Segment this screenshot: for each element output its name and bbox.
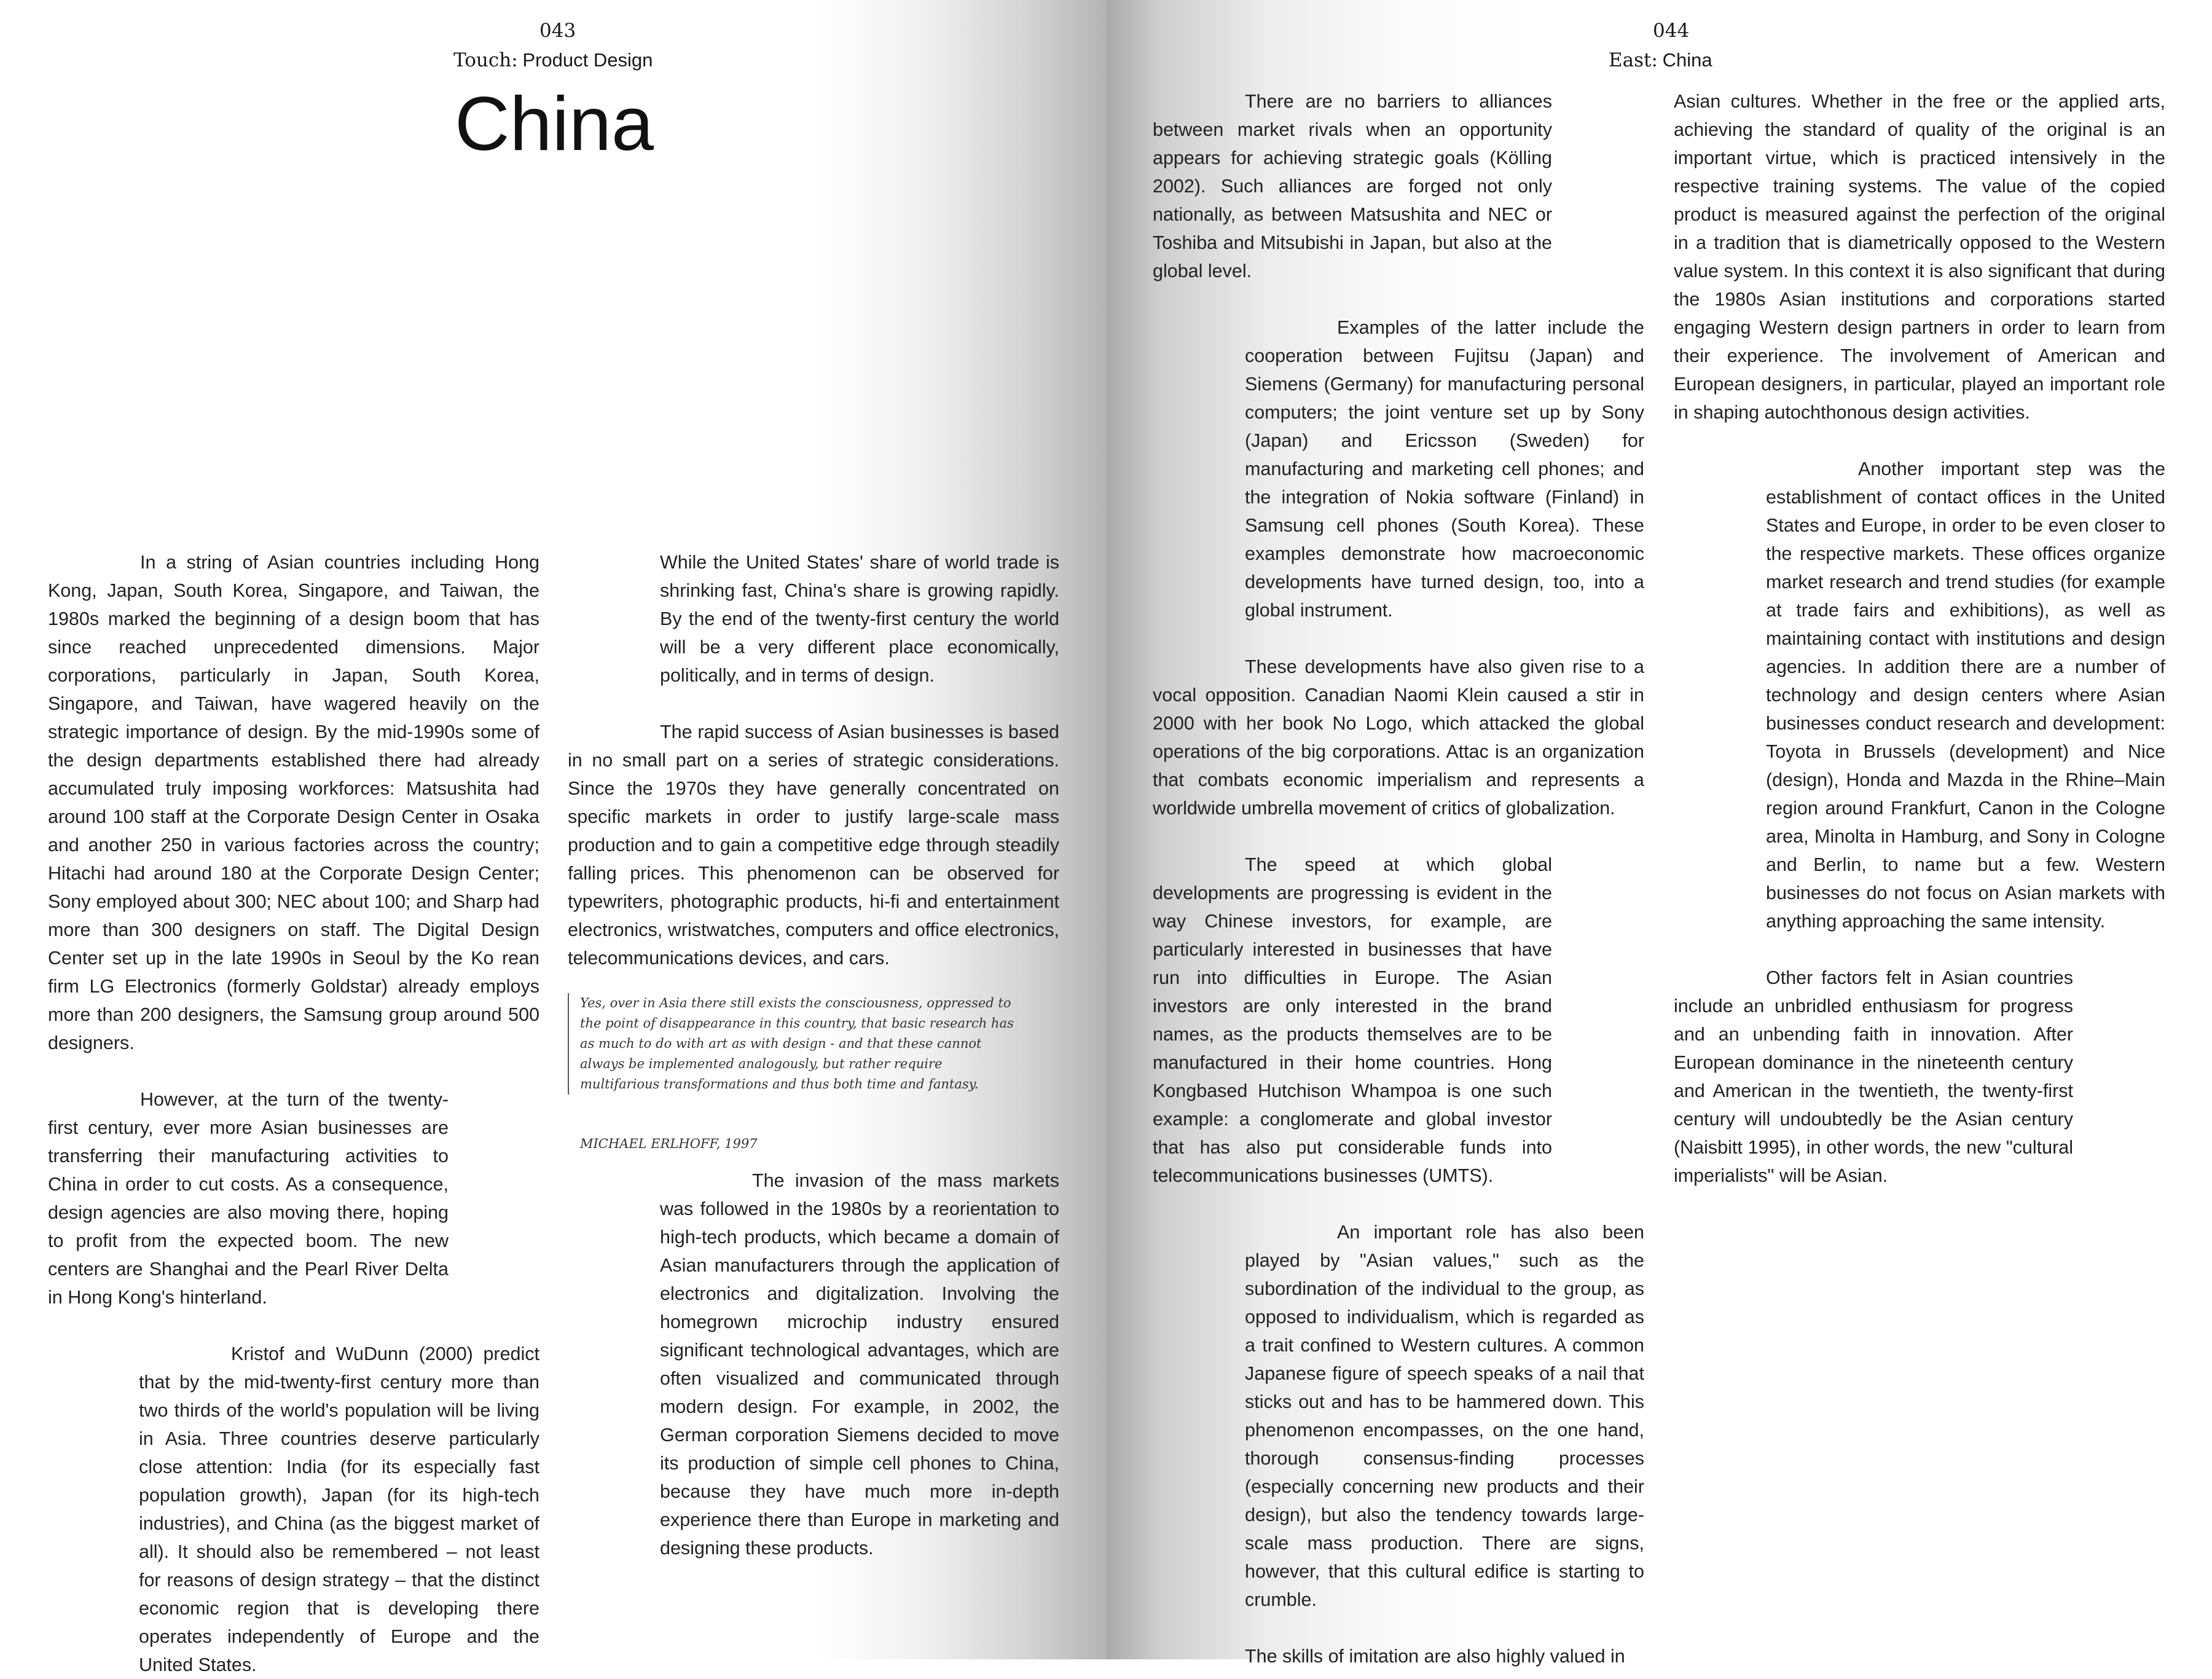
text-column-3: [1153, 87, 1644, 1670]
text-column-2-top: [568, 548, 1059, 972]
running-header: [453, 48, 653, 73]
right-page: [1106, 0, 2212, 1667]
page-title: China: [455, 82, 654, 167]
paragraph: The rapid success of Asian businesses is based in no small part on a series of strategic considerations. Since the 1970s they have generally concentrated on specific markets in order to justify large-scale mass production and to gain a competitive edge through steadily falling prices. This phenomenon can be observed for typewriters, photographic products, hi-fi and entertainment electronics, wristwatches, computers and office electronics, telecommunications devices, and cars.: [568, 722, 1059, 969]
paragraph: Kristof and WuDunn (2000) predict that by the mid-twenty-first century more than two thirds of the world's population will be living in Asia. Three countries deserve particularly close attention: India (for its especially fast population growth), Japan (for its high-tech industries), and China (as the biggest market of all). It should also be remembered – not least for reasons of design strategy – that the distinct economic region that is developing there operates independently of Europe and the United States.: [139, 1343, 539, 1675]
paragraph: While the United States' share of world trade is shrinking fast, China's share is growing rapidly. By the end of the twenty-first century the world will be a very different place economically, politically, and in terms of design.: [660, 552, 1059, 686]
paragraph: The speed at which global developments are progressing is evident in the way Chinese investors, for example, are particularly interested in businesses that have run into difficulties in Europe. The Asian investors are only interested in the brand names, as the products themselves are to be manufactured in their home countries. Hong Kongbased Hutchison Whampoa is one such example: a conglomerate and global investor that has also put considerable funds into telecommunications businesses (UMTS).: [1153, 854, 1552, 1186]
paragraph: The skills of imitation are also highly valued in: [1245, 1646, 1625, 1667]
quote-credit: MICHAEL ERLHOFF, 1997: [580, 1136, 758, 1151]
page-number: 043: [539, 20, 576, 42]
paragraph: The invasion of the mass markets was followed in the 1980s by a reorientation to high-tech products, which became a domain of Asian manufacturers through the application of electronics and digitalization. Involving the homegrown microchip industry ensured significant technological advantages, which are often visualized and communicated through modern design. For example, in 2002, the German corporation Siemens decided to move its production of simple cell phones to China, because they have much more in-depth experience there than Europe in marketing and designing these products.: [660, 1170, 1059, 1559]
paragraph: There are no barriers to alliances between market rivals when an opportunity appears for achieving strategic goals (Kölling 2002). Such alliances are forged not only nationally, as between Matsushita and NEC or Toshiba and Mitsubishi in Japan, but also at the global level.: [1153, 91, 1552, 281]
running-header-section: East:: [1609, 49, 1658, 71]
running-header-title: Product Design: [522, 49, 653, 71]
paragraph: These developments have also given rise to a vocal opposition. Canadian Naomi Klein caused a stir in 2000 with her book No Logo, which attacked the global operations of the big corporations. Attac is an organization that combats economic imperialism and represents a worldwide umbrella movement of critics of globalization.: [1153, 656, 1644, 819]
running-header-section: Touch:: [453, 49, 518, 71]
paragraph: Other factors felt in Asian countries include an unbridled enthusiasm for progress and an unbending faith in innovation. After European dominance in the nineteenth century and American in the twentieth, the twenty-first century will undoubtedly be the Asian century (Naisbitt 1995), in other words, the new "cultural imperialists" will be Asian.: [1674, 967, 2073, 1186]
pull-quote: Yes, over in Asia there still exists the consciousness, oppressed to the point of disappearance in this country, that basic research has as much to do with art as with design - and that these cannot always be implemented analogously, but rather require multifarious transformations and thus both time and fantasy.: [568, 993, 1022, 1095]
text-column-2-bottom: [660, 1166, 1059, 1562]
paragraph: Another important step was the establishment of contact offices in the United States and Europe, in order to be even closer to the respective markets. These offices organize market research and trend studies (for example at trade fairs and exhibitions), as well as maintaining contact with institutions and design agencies. In addition there are a number of technology and design centers where Asian businesses conduct research and development: Toyota in Brussels (development) and Nice (design), Honda and Mazda in the Rhine–Main region around Frankfurt, Canon in the Cologne area, Minolta in Hamburg, and Sony in Cologne and Berlin, to name but a few. Western businesses do not focus on Asian markets with anything approaching the same intensity.: [1766, 458, 2165, 932]
running-header: [1609, 48, 1712, 73]
left-page: [0, 0, 1106, 1675]
text-column-1: [48, 548, 539, 1679]
paragraph: Asian cultures. Whether in the free or the applied arts, achieving the standard of quality of the original is an important virtue, which is practiced intensively in the respective training systems. The value of the copied product is measured against the perfection of the original in a tradition that is diametrically opposed to the Western value system. In this context it is also significant that during the 1980s Asian institutions and corporations started engaging Western design partners in order to learn from their experience. The involvement of American and European designers, in particular, played an important role in shaping autochthonous design activities.: [1674, 91, 2165, 423]
paragraph: However, at the turn of the twenty-first century, ever more Asian businesses are transferring their manufacturing activities to China in order to cut costs. As a consequence, design agencies are also moving there, hoping to profit from the expected boom. The new centers are Shanghai and the Pearl River Delta in Hong Kong's hinterland.: [48, 1089, 449, 1308]
running-header-title: China: [1662, 49, 1712, 71]
text-column-4: [1674, 87, 2165, 1190]
paragraph: In a string of Asian countries including Hong Kong, Japan, South Korea, Singapore, and Taiwan, the 1980s marked the beginning of a design boom that has since reached unprecedented dimensions. Major corporations, particularly in Japan, South Korea, Singapore, and Taiwan, have wagered heavily on the strategic importance of design. By the mid-1990s some of the design departments established there had already accumulated truly imposing workforces: Matsushita had around 100 staff at the Corporate Design Center in Osaka and another 250 in various factories across the country; Hitachi had around 180 at the Corporate Design Center; Sony employed about 300; NEC about 100; and Sharp had more than 300 designers on staff. The Digital Design Center set up in the late 1990s in Seoul by the Ko rean firm LG Electronics (formerly Goldstar) already employs more than 200 designers, the Samsung group around 500 designers.: [48, 552, 539, 1053]
paragraph: Examples of the latter include the cooperation between Fujitsu (Japan) and Siemens (Germany) for manufacturing personal computers; the joint venture set up by Sony (Japan) and Ericsson (Sweden) for manufacturing and marketing cell phones; and the integration of Nokia software (Finland) in Samsung cell phones (South Korea). These examples demonstrate how macroeconomic developments have turned design, too, into a global instrument.: [1245, 317, 1644, 621]
page-number: 044: [1653, 20, 1690, 42]
paragraph: An important role has also been played by "Asian values," such as the subordination of the individual to the group, as opposed to individualism, which is regarded as a trait confined to Western cultures. A common Japanese figure of speech speaks of a nail that sticks out and has to be hammered down. This phenomenon encompasses, on the one hand, thorough consensus-finding processes (especially concerning new products and their design), but also the tendency towards large-scale mass production. There are signs, however, that this cultural edifice is starting to crumble.: [1245, 1222, 1644, 1610]
